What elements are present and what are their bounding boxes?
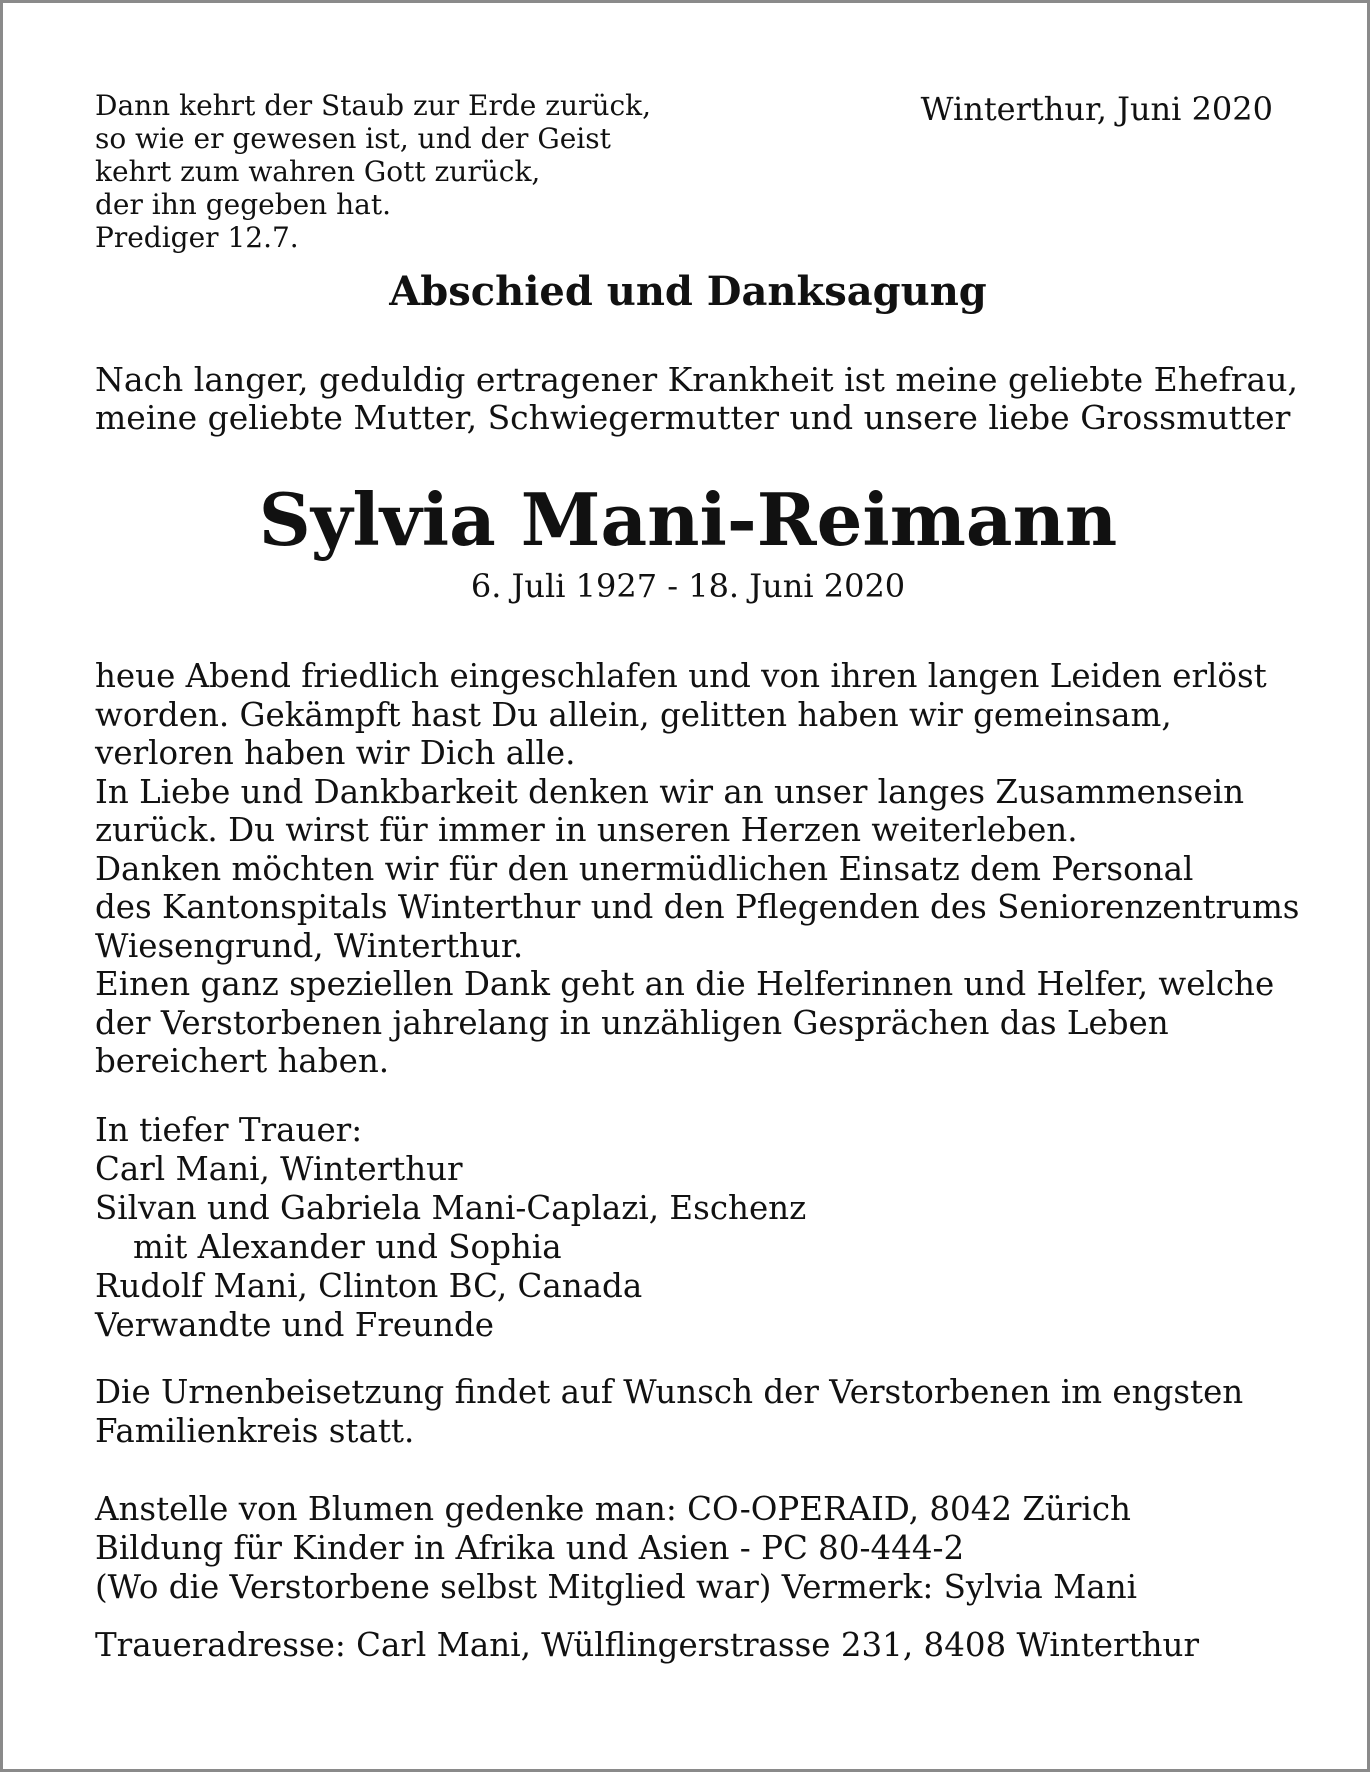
body-paragraph — [95, 657, 1335, 1081]
intro-line: Nach langer, geduldig ertragener Krankheit ist meine geliebte Ehefrau, — [95, 360, 1298, 399]
burial-line: Die Urnenbeisetzung findet auf Wunsch der Verstorbenen im engsten — [95, 1373, 1244, 1411]
verse-reference: Prediger 12.7. — [95, 221, 299, 254]
body-line: verloren haben wir Dich alle. — [95, 734, 576, 772]
intro-line: meine geliebte Mutter, Schwiegermutter und unsere liebe Grossmutter — [95, 398, 1291, 437]
verse-line: kehrt zum wahren Gott zurück, — [95, 155, 541, 188]
deceased-name: Sylvia Mani-Reimann — [258, 477, 1118, 562]
body-line: heue Abend friedlich eingeschlafen und von ihren langen Leiden erlöst — [95, 657, 1267, 695]
body-line: bereichert haben. — [95, 1042, 390, 1080]
burial-line: Familienkreis statt. — [95, 1412, 415, 1450]
mourner-entry: Silvan und Gabriela Mani-Caplazi, Eschenz — [95, 1189, 807, 1227]
notice-heading: Abschied und Danksagung — [389, 268, 987, 315]
verse-line: der ihn gegeben hat. — [95, 188, 391, 221]
bible-verse — [95, 89, 695, 254]
mourner-entry: Rudolf Mani, Clinton BC, Canada — [95, 1267, 643, 1305]
burial-notice — [95, 1373, 1335, 1451]
mourner-entry: Verwandte und Freunde — [95, 1306, 495, 1344]
body-line: In Liebe und Dankbarkeit denken wir an unser langes Zusammensein — [95, 772, 1245, 811]
donation-line: Bildung für Kinder in Afrika und Asien - PC 80-444-2 — [95, 1529, 965, 1567]
body-line: der Verstorbenen jahrelang in unzähligen Gesprächen das Leben — [95, 1003, 1169, 1042]
body-line: Einen ganz speziellen Dank geht an die Helferinnen und Helfer, welche — [95, 965, 1275, 1003]
donation-line: Anstelle von Blumen gedenke man: CO-OPERAID, 8042 Zürich — [95, 1490, 1131, 1528]
body-line: des Kantonspitals Winterthur und den Pflegenden des Seniorenzentrums — [95, 888, 1300, 926]
verse-line: so wie er gewesen ist, und der Geist — [95, 122, 611, 155]
mourner-entry: mit Alexander und Sophia — [133, 1228, 562, 1266]
donation-line: (Wo die Verstorbene selbst Mitglied war) Vermerk: Sylvia Mani — [95, 1568, 1138, 1606]
mourner-entry: Carl Mani, Winterthur — [95, 1150, 463, 1188]
verse-line: Dann kehrt der Staub zur Erde zurück, — [95, 89, 652, 122]
body-line: zurück. Du wirst für immer in unseren Herzen weiterleben. — [95, 811, 1078, 849]
mourning-address: Traueradresse: Carl Mani, Wülflingerstrasse 231, 8408 Winterthur — [95, 1626, 1200, 1664]
place-and-date: Winterthur, Juni 2020 — [920, 90, 1273, 128]
intro-paragraph — [95, 360, 1298, 437]
life-dates: 6. Juli 1927 - 18. Juni 2020 — [470, 567, 906, 605]
body-line: Danken möchten wir für den unermüdlichen Einsatz dem Personal — [95, 849, 1194, 888]
donation-notice — [95, 1490, 1335, 1607]
mourners-intro: In tiefer Trauer: — [95, 1111, 363, 1149]
mourners-list — [95, 1111, 1335, 1345]
body-line: worden. Gekämpft hast Du allein, gelitten haben wir gemeinsam, — [95, 695, 1172, 734]
body-line: Wiesengrund, Winterthur. — [95, 926, 524, 965]
